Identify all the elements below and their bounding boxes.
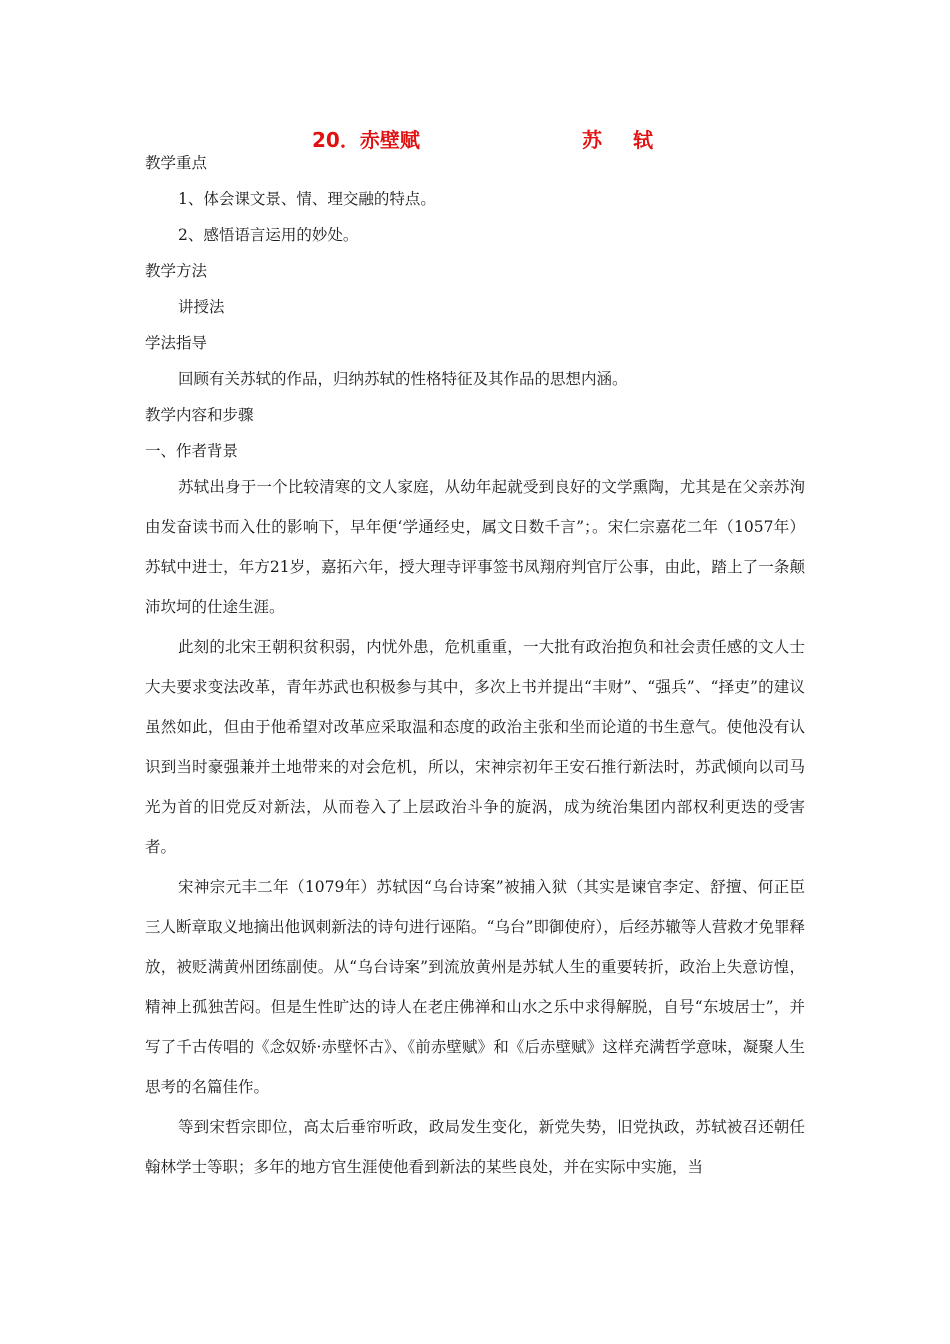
lesson-title: 20．赤壁赋 <box>312 128 420 152</box>
guide-text: 回顾有关苏轼的作品，归纳苏轼的性格特征及其作品的思想内涵。 <box>178 370 628 388</box>
author-name: 苏 轼 <box>582 128 665 152</box>
focus-heading: 教学重点 <box>145 154 208 172</box>
focus-item-1: 1、体会课文景、情、理交融的特点。 <box>178 190 436 208</box>
background-heading: 一、作者背景 <box>145 442 239 460</box>
method-heading: 教学方法 <box>145 262 208 280</box>
guide-heading: 学法指导 <box>145 334 208 352</box>
document-title <box>0 124 950 154</box>
body-text <box>145 467 805 1187</box>
method-text: 讲授法 <box>178 298 225 316</box>
paragraph-4: 等到宋哲宗即位，高太后垂帘听政，政局发生变化，新党失势，旧党执政，苏轼被召还朝任翰林学士等职；多年的地方官生涯使他看到新法的某些良处，并在实际中实施，当 <box>145 1118 805 1176</box>
content-heading: 教学内容和步骤 <box>145 406 254 424</box>
paragraph-1: 苏轼出身于一个比较清寒的文人家庭，从幼年起就受到良好的文学熏陶，尤其是在父亲苏洵由发奋读书而入仕的影响下，早年便‘学通经史，属文日数千言”；。宋仁宗嘉花二年（1057年）苏轼中进士，年方21岁，嘉拓六年，授大理寺评事签书凤翔府判官厅公事，由此，踏上了一条颠沛坎坷的仕途生涯。 <box>145 478 805 616</box>
paragraph-2: 此刻的北宋王朝积贫积弱，内忧外患，危机重重，一大批有政治抱负和社会责任感的文人士大夫要求变法改革，青年苏武也积极参与其中，多次上书并提出“丰财”、“强兵”、“择吏”的建议虽然如此，但由于他希望对改革应采取温和态度的政治主张和坐而论道的书生意气。使他没有认识到当时豪强兼并土地带来的对会危机，所以，宋神宗初年王安石推行新法时，苏武倾向以司马光为首的旧党反对新法，从而卷入了上层政治斗争的旋涡，成为统治集团内部权利更迭的受害者。 <box>145 638 805 856</box>
focus-item-2: 2、感悟语言运用的妙处。 <box>178 226 359 244</box>
paragraph-3: 宋神宗元丰二年（1079年）苏轼因“乌台诗案”被捕入狱（其实是谏官李定、舒擅、何正臣三人断章取义地摘出他讽刺新法的诗句进行诬陷。“乌台”即御使府），后经苏辙等人营救才免罪释放，被贬满黄州团练副使。从“乌台诗案”到流放黄州是苏轼人生的重要转折，政治上失意访惶，精神上孤独苦闷。但是生性旷达的诗人在老庄佛禅和山水之乐中求得解脱，自号“东坡居士”，并写了千古传唱的《念奴娇·赤壁怀古》、《前赤壁赋》和《后赤壁赋》这样充满哲学意味，凝聚人生思考的名篇佳作。 <box>145 878 805 1096</box>
